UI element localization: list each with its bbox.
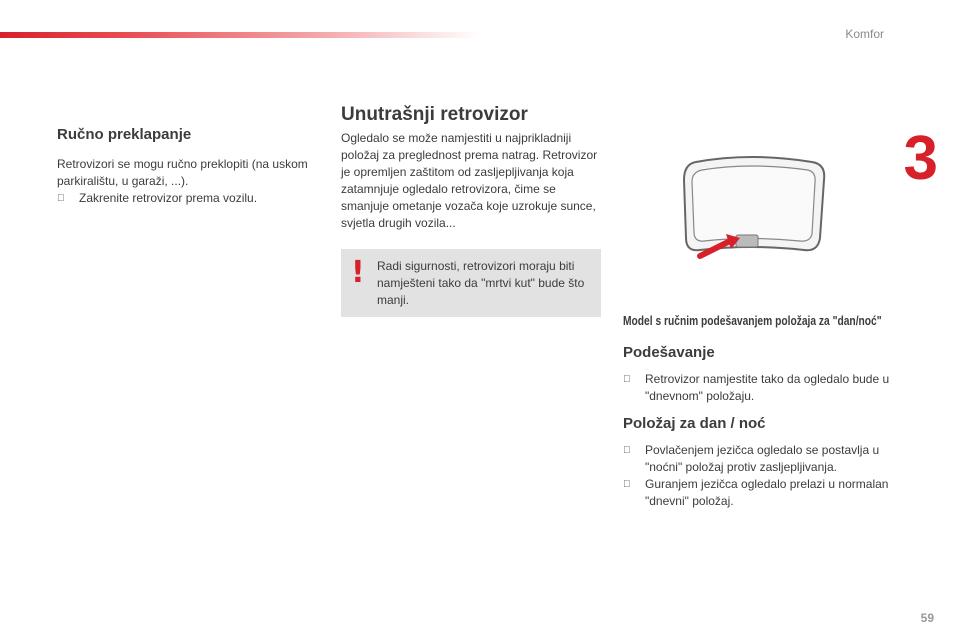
section-title: Komfor	[845, 27, 884, 41]
manual-folding-title: Ručno preklapanje	[57, 126, 192, 143]
model-title: Model s ručnim podešavanjem položaja za "dan/noć"	[623, 314, 882, 328]
middle-column	[341, 104, 603, 232]
mirror-illustration	[660, 150, 840, 265]
bullet-icon	[623, 442, 645, 476]
bullet-icon	[623, 476, 645, 510]
manual-folding-text: Retrovizori se mogu ručno preklopiti (na uskom parkiralištu, u garaži, ...).	[57, 157, 308, 188]
list-item: Retrovizor namjestite tako da ogledalo bude u "dnevnom" položaju.	[623, 371, 893, 405]
warning-text: Radi sigurnosti, retrovizori moraju biti namješteni tako da "mrtvi kut" bude što manji.	[377, 259, 585, 307]
warning-icon: !	[351, 255, 365, 290]
chapter-number: 3	[903, 124, 938, 193]
list-item: Guranjem jezičca ogledalo prelazi u normalan "dnevni" položaj.	[623, 476, 893, 510]
day-night-title: Položaj za dan / noć	[623, 415, 766, 432]
list-item: Povlačenjem jezičca ogledalo se postavlja u "noćni" položaj protiv zasljepljivanja.	[623, 442, 893, 476]
right-column	[623, 314, 893, 510]
interior-mirror-title: Unutrašnji retrovizor	[341, 104, 528, 125]
interior-mirror-text: Ogledalo se može namjestiti u najprikladniji položaj za preglednost prema natrag. Retrovizor je opremljen zaštitom od zasljepljivanja koja zatamnjuje ogledalo retrovizora, čime se smanjuje ometanje vozača koje uzrokuje sunce, svjetla drugih vozila...	[341, 131, 598, 230]
left-column	[57, 126, 319, 207]
header-gradient-bar	[0, 32, 480, 38]
list-item: Zakrenite retrovizor prema vozilu.	[57, 190, 319, 207]
page-number: 59	[920, 611, 934, 625]
warning-box	[341, 249, 601, 317]
bullet-icon	[623, 371, 645, 405]
bullet-icon	[57, 190, 79, 207]
adjustment-title: Podešavanje	[623, 344, 715, 361]
